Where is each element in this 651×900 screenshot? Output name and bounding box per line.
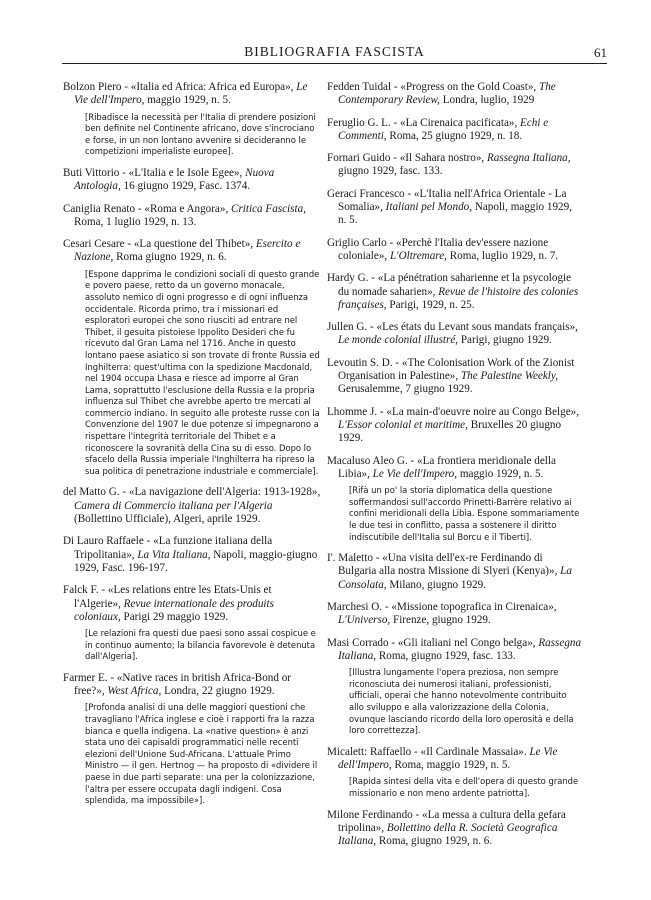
entry-source: Rassegna Italiana, bbox=[338, 636, 582, 662]
entry-author: Jullen G. bbox=[327, 321, 368, 334]
entry-note: [Ribadisce la necessità per l'Italia di prendere posizioni ben definite nel Continente africano, dove s'incrociano e forse, in un non lontano avvenire si decideranno le competizioni imperialiste europee]. bbox=[85, 111, 316, 157]
left-column bbox=[63, 81, 321, 816]
entry-title: «La messa a cultura della gefara tripolina», bbox=[338, 808, 566, 834]
bibliography-entry: Falck F. - «Les relations entre les Etats-Unis et l'Algerie», Revue internationale des produits coloniaux, Parigi 29 maggio 1929. [Le relazioni fra questi due paesi sono assai cospicue e in continuo aumento; la bilancia favorevole è detenuta dall'Algeria]. bbox=[63, 584, 321, 663]
bibliography-entry: Lhomme J. - «La main-d'oeuvre noire au Congo Belge», L'Essor colonial et maritime, Bruxelles 20 giugno 1929. bbox=[327, 405, 580, 445]
entry-author: Geraci Francesco bbox=[327, 187, 405, 200]
bibliography-entry: Geraci Francesco - «L'Italia nell'Africa Orientale - La Somalia», Italiani pel Mondo, Napoli, maggio 1929, n. 5. bbox=[327, 187, 572, 227]
entry-author: Buti Vittorio bbox=[63, 166, 120, 179]
bibliography-entry: Micalett: Raffaello - «Il Cardinale Massaia». Le Vie dell'Impero, Roma, maggio 1929, n. 5. [Rapida sintesi della vita e dell'opera di questo grande missionario e non meno ardente patriotta]. bbox=[327, 746, 583, 800]
header-rule bbox=[62, 63, 607, 64]
bibliography-entry: Marchesi O. - «Missione topografica in Cirenaica», L'Universo, Firenze, giugno 1929. bbox=[327, 600, 557, 627]
entry-source: L'Essor colonial et maritime, bbox=[338, 418, 468, 431]
bibliography-entry: Cesari Cesare - «La questione del Thibet», Esercito e Nazione, Roma giugno 1929, n. 6. [Espone dapprima le condizioni sociali di questo grande e povero paese, retto da un governo monacale, assoluto nemico di ogni progresso e di ogni influenza occidentale. Ricorda primo, tra i missionari ed esploratori europei che sono riusciti ad entrare nel Thibet, il gesuita pistoiese Ippolito Desideri che fu ricevuto dal Gran Lama nel 1716. Anche in questo lontano paese asiatico si son trovate di fronte Russia ed Inghilterra: quest'ultima con la spedizione Macdonald, nel 1904 occupa Lhasa e riesce ad imporre al Gran Lama, soprattutto l'esclusione della Russia e la propria influenza sul Thibet che avrebbe aperto tre mercati al commercio indiano. In seguito alle proteste russe con la Convenzione del 1907 le due potenze si impegnarono a rispettare l'integrità territoriale del Thibet e a riconoscere la sovranità della Cina su di esso. Dopo lo sfacelo della Russia imperiale l'Inghilterra ha ripreso la sua politica di penetrazione industriale e commerciale]. bbox=[63, 238, 320, 476]
entry-source: Rassegna Italiana, bbox=[486, 152, 571, 165]
entry-author: del Matto G. bbox=[63, 486, 120, 499]
entry-details: Gerusalemme, 7 giugno 1929. bbox=[338, 383, 473, 396]
entry-details: Roma, giugno 1929, n. 6. bbox=[378, 835, 493, 848]
bibliography-entry: Macaluso Aleo G. - «La frontiera meridionale della Libia», Le Vie dell'Impero, maggio 1929, n. 5. [Rifà un po' la storia diplomatica della questione soffermandosi sull'accordo Prinetti-Barrère relativo ai confini meridionali della Libia. Espone sommariamente le due tesi in conflitto, passa a sostenere il diritto indiscutibile dell'Italia sul Borcu e il Tiberti]. bbox=[327, 455, 583, 544]
entry-title: «Native races in british Africa-Bond or free?», bbox=[74, 671, 292, 698]
entry-details: Londra, luglio, 1929 bbox=[442, 94, 535, 107]
entry-details: Bruxelles 20 giugno 1929. bbox=[338, 418, 562, 445]
entry-details: (Bollettino Ufficiale), Algeri, aprile 1929. bbox=[74, 513, 261, 526]
entry-title: «L'Italia nell'Africa Orientale - La Somalia», bbox=[338, 187, 567, 214]
entry-details: Napoli, maggio 1929, n. 5. bbox=[338, 201, 572, 227]
entry-author: Macaluso Aleo G. bbox=[327, 454, 408, 467]
entry-title: «La Cirenaica pacificata», bbox=[400, 116, 518, 129]
entry-title: «Missione topografica in Cirenaica», bbox=[391, 600, 557, 613]
entry-source: L'Universo, bbox=[338, 614, 391, 627]
entry-title: «Il Cardinale Massaia». bbox=[420, 745, 527, 758]
entry-details: Parigi, 1929, n. 25. bbox=[389, 298, 475, 311]
entry-details: giugno 1929, fasc. 133. bbox=[338, 165, 443, 178]
bibliography-entry: Feruglio G. L. - «La Cirenaica pacificata», Echi e Commenti, Roma, 25 giugno 1929, n. 18. bbox=[327, 116, 549, 142]
entry-title: «La main-d'oeuvre noire au Congo Belge», bbox=[386, 405, 580, 418]
entry-details: Napoli, maggio-giugno 1929, Fasc. 196-197. bbox=[74, 548, 318, 574]
entry-source: La Vita Italiana, bbox=[137, 548, 211, 561]
bibliography-entry: Fornari Guido - «Il Sahara nostro», Rassegna Italiana, giugno 1929, fasc. 133. bbox=[327, 152, 571, 178]
entry-title: «La frontiera meridionale della Libia», bbox=[338, 454, 556, 480]
entry-source: Le Vie dell'Impero, bbox=[338, 745, 558, 772]
entry-title: «La navigazione dell'Algeria: 1913-1928», bbox=[128, 486, 321, 499]
bibliography-entry: Jullen G. - «Les états du Levant sous mandats français», Le monde colonial illustré, Parigi, giugno 1929. bbox=[327, 321, 578, 347]
entry-note: [Le relazioni fra questi due paesi sono assai cospicue e in continuo aumento; la bilancia favorevole è detenuta dall'Algeria]. bbox=[85, 628, 316, 662]
bibliography-entry: Farmer E. - «Native races in british Africa-Bond or free?», West Africa, Londra, 22 giugno 1929. [Profonda analisi di una delle maggiori questioni che travagliano l'Africa inglese e cioè i rapporti fra la razza bianca e quella indigena. La «native question» è anzi stata uno dei capisaldi programmatici nelle recenti elezioni dell'Unione Sud-Africana. L'attuale Primo Ministro — il gen. Hertnog — ha proposto di «dividere il paese in due parti separate: una per la colonizzazione, l'altra per essere occupata dagli indigeni. Cosa splendida, ma impossibile»]. bbox=[63, 672, 321, 807]
entry-title: «Progress on the Gold Coast», bbox=[400, 81, 537, 93]
entry-details: Londra, 22 giugno 1929. bbox=[164, 685, 275, 698]
page-header bbox=[62, 36, 607, 70]
bibliography-entry: Masi Corrado - «Gli italiani nel Congo belga», Rassegna Italiana, Roma, giugno 1929, fasc. 133. [Illustra lungamente l'opera preziosa, non sempre riconosciuta dei numerosi italiani, professionisti, ufficiali, operai che hanno notevolmente contribuito allo sviluppo e alla valorizzazione della Colonia, ovunque lasciando ricordo della loro operosità e della loro correttezza]. bbox=[327, 636, 582, 736]
entry-source: Le monde colonial illustré, bbox=[338, 334, 459, 347]
entry-author: Di Lauro Raffaele bbox=[63, 535, 144, 548]
entry-title: «La pénétration saharienne et la psycologie du nomade saharien», bbox=[338, 272, 572, 298]
entry-note: [Illustra lungamente l'opera preziosa, non sempre riconosciuta dei numerosi italiani, professionisti, ufficiali, operai che hanno notevolmente contribuito allo sviluppo e alla valorizzazione della Colonia, ovunque lasciando ricordo della loro operosità e della loro correttezza]. bbox=[349, 667, 574, 736]
bibliography-entry: Levoutin S. D. - «The Colonisation Work of the Zionist Organisation in Palestine», The Palestine Weekly, Gerusalemme, 7 giugno 1929. bbox=[327, 356, 575, 396]
entry-details: Roma, 1 luglio 1929, n. 13. bbox=[74, 215, 197, 228]
entry-details: Milano, giugno 1929. bbox=[389, 578, 486, 591]
bibliography-entry: I'. Maletto - «Una visita dell'ex-re Ferdinando di Bulgaria alla nostra Missione di Slyeri (Kenya)», La Consolata, Milano, giugno 1929. bbox=[327, 552, 572, 591]
bibliography-entry: Milone Ferdinando - «La messa a cultura della gefara tripolina», Bollettino della R. Società Geografica Italiana, Roma, giugno 1929, n. 6. bbox=[327, 808, 566, 848]
entry-author: Bolzon Piero bbox=[63, 81, 122, 93]
entry-source: Italiani pel Mondo, bbox=[385, 201, 473, 214]
page-number: 61 bbox=[594, 45, 607, 60]
entry-details: Roma giugno 1929, n. 6. bbox=[116, 251, 227, 264]
entry-title: «Una visita dell'ex-re Ferdinando di Bulgaria alla nostra Missione di Slyeri (Kenya)», bbox=[338, 552, 558, 578]
entry-source: Revue de l'histoire des colonies françaises, bbox=[338, 285, 579, 311]
entry-title: «L'Italia e le Isole Egee», bbox=[128, 166, 243, 179]
bibliography-entry: Bolzon Piero - «Italia ed Africa: Africa ed Europa», Le Vie dell'Impero, maggio 1929, n. 5. [Ribadisce la necessità per l'Italia di prendere posizioni ben definite nel Continente africano, dove s'incrociano e forse, in un non lontano avvenire si decideranno le competizioni imperialiste europee]. bbox=[63, 81, 321, 158]
entry-details: Roma, giugno 1929, fasc. 133. bbox=[378, 649, 516, 662]
entry-note: [Espone dapprima le condizioni sociali di questo grande e povero paese, retto da un governo monacale, assoluto nemico di ogni progresso e di ogni influenza occidentale. Ricorda primo, tra i missionari ed esploratori europei che sono riusciti ad entrare nel Thibet, il gesuita pistoiese Ippolito Desideri che fu ricevuto dal Gran Lama nel 1716. Anche in questo lontano paese asiatico si son trovate di fronte Russia ed Inghilterra: quest'ultima con la spedizione Macdonald, nel 1904 occupa Lhasa e riesce ad imporre al Gran Lama, soprattutto l'esclusione della Russia e la propria influenza sul Thibet che avrebbe aperto tre mercati al commercio indiano. In seguito alle proteste russe con la Convenzione del 1907 le due potenze si impegnarono a rispettare l'integrità territoriale del Thibet e a riconoscere la sovranità della Cina su di esso. Dopo lo sfacelo della Russia imperiale l'Inghilterra ha ripreso la sua politica di penetrazione industriale e commerciale]. bbox=[85, 268, 320, 476]
entry-title: «La questione del Thibet», bbox=[133, 238, 254, 251]
entry-author: Griglio Carlo bbox=[327, 236, 387, 249]
entry-note: [Rapida sintesi della vita e dell'opera di questo grande missionario e non meno ardente patriotta]. bbox=[349, 776, 579, 798]
entry-author: Feruglio G. L. bbox=[327, 116, 391, 129]
entry-source: Bollettino della R. Società Geografica Italiana, bbox=[338, 821, 558, 848]
entry-note: [Rifà un po' la storia diplomatica della questione soffermandosi sull'accordo Prinetti-Barrère relativo ai confini meridionali della Libia. Espone sommariamente le due tesi in conflitto, passa a sostenere il diritto indiscutibile dell'Italia sul Borcu e il Tiberti]. bbox=[349, 485, 580, 542]
entry-author: Hardy G. bbox=[327, 272, 369, 285]
entry-author: Farmer E. bbox=[63, 671, 108, 684]
entry-source: La Consolata, bbox=[338, 565, 572, 591]
entry-title: «Perchè l'Italia dev'essere nazione coloniale», bbox=[338, 236, 549, 262]
entry-source: West Africa, bbox=[107, 685, 162, 698]
entry-author: Lhomme J. bbox=[327, 405, 378, 418]
entry-title: «Italia ed Africa: Africa ed Europa», bbox=[130, 81, 294, 93]
entry-source: Le Vie dell'Impero, bbox=[74, 81, 308, 107]
entry-title: «La funzione italiana della Tripolitania», bbox=[74, 535, 273, 561]
right-column bbox=[327, 81, 583, 857]
entry-details: Parigi 29 maggio 1929. bbox=[123, 610, 229, 623]
entry-author: Masi Corrado bbox=[327, 636, 389, 649]
entry-details: maggio 1929, n. 5. bbox=[459, 467, 544, 480]
entry-author: Fedden Tuidal bbox=[327, 81, 392, 93]
entry-source: Camera di Commercio italiana per l'Algeria bbox=[74, 499, 273, 512]
entry-title: «Gli italiani nel Congo belga», bbox=[397, 636, 536, 649]
entry-author: Marchesi O. bbox=[327, 600, 383, 613]
entry-details: Roma, luglio 1929, n. 7. bbox=[449, 249, 559, 262]
entry-details: Roma, maggio 1929, n. 5. bbox=[394, 759, 511, 772]
entry-title: «The Colonisation Work of the Zionist Organisation in Palestine», bbox=[338, 356, 575, 383]
entry-details: Roma, 25 giugno 1929, n. 18. bbox=[389, 129, 523, 142]
entry-details: 16 giugno 1929, Fasc. 1374. bbox=[123, 180, 251, 193]
entry-author: Caniglia Renato bbox=[63, 202, 136, 215]
bibliography-entry: Hardy G. - «La pénétration saharienne et la psycologie du nomade saharien», Revue de l'histoire des colonies françaises, Parigi, 1929, n. 25. bbox=[327, 272, 579, 311]
entry-title: «Il Sahara nostro», bbox=[399, 152, 485, 165]
entry-source: Echi e Commenti, bbox=[338, 116, 549, 142]
bibliography-entry: Di Lauro Raffaele - «La funzione italiana della Tripolitania», La Vita Italiana, Napoli, maggio-giugno 1929, Fasc. 196-197. bbox=[63, 535, 318, 574]
entry-source: Revue internationale des produits coloniaux, bbox=[74, 597, 274, 623]
bibliography-entry: Buti Vittorio - «L'Italia e le Isole Egee», Nuova Antologia, 16 giugno 1929, Fasc. 1374. bbox=[63, 166, 275, 193]
entry-title: «Les relations entre les Etats-Unis et l'Algerie», bbox=[74, 584, 272, 610]
entry-title: «Les états du Levant sous mandats français», bbox=[376, 321, 578, 334]
entry-details: Firenze, giugno 1929. bbox=[393, 614, 491, 627]
running-title: BIBLIOGRAFIA FASCISTA bbox=[244, 44, 425, 59]
entry-author: Micalett: Raffaello bbox=[327, 745, 412, 758]
bibliography-entry: Caniglia Renato - «Roma e Angora», Critica Fascista, Roma, 1 luglio 1929, n. 13. bbox=[63, 202, 306, 228]
bibliography-entry: del Matto G. - «La navigazione dell'Algeria: 1913-1928», Camera di Commercio italiana per l'Algeria (Bollettino Ufficiale), Algeri, aprile 1929. bbox=[63, 486, 321, 526]
entry-source: Critica Fascista, bbox=[231, 202, 306, 215]
entry-source: Nuova Antologia, bbox=[74, 166, 275, 193]
entry-source: Le Vie dell'Impero, bbox=[372, 467, 458, 480]
entry-author: Milone Ferdinando bbox=[327, 808, 413, 821]
entry-author: Fornari Guido bbox=[327, 152, 391, 165]
entry-details: maggio 1929, n. 5. bbox=[147, 94, 231, 107]
entry-source: The Palestine Weekly, bbox=[460, 370, 559, 383]
bibliography-entry: Fedden Tuidal - «Progress on the Gold Coast», The Contemporary Review, Londra, luglio, 1929 bbox=[327, 81, 556, 107]
entry-title: «Roma e Angora», bbox=[144, 202, 229, 215]
entry-author: I'. Maletto bbox=[327, 552, 373, 565]
entry-source: L'Oltremare, bbox=[389, 249, 447, 262]
entry-source: The Contemporary Review, bbox=[338, 81, 556, 107]
bibliography-entry: Griglio Carlo - «Perchè l'Italia dev'essere nazione coloniale», L'Oltremare, Roma, luglio 1929, n. 7. bbox=[327, 236, 559, 262]
entry-author: Cesari Cesare bbox=[63, 238, 125, 251]
entry-source: Esercito e Nazione, bbox=[74, 238, 301, 264]
entry-details: Parigi, giugno 1929. bbox=[460, 334, 552, 347]
entry-author: Falck F. bbox=[63, 584, 99, 597]
entry-note: [Profonda analisi di una delle maggiori questioni che travagliano l'Africa inglese e cioè i rapporti fra la razza bianca e quella indigena. La «native question» è anzi stata uno dei capisaldi programmatici nelle recenti elezioni dell'Unione Sud-Africana. L'attuale Primo Ministro — il gen. Hertnog — ha proposto di «dividere il paese in due parti separate: una per la colonizzazione, l'altra per essere occupata dagli indigeni. Cosa splendida, ma impossibile»]. bbox=[85, 702, 318, 806]
entry-author: Levoutin S. D. bbox=[327, 356, 393, 369]
